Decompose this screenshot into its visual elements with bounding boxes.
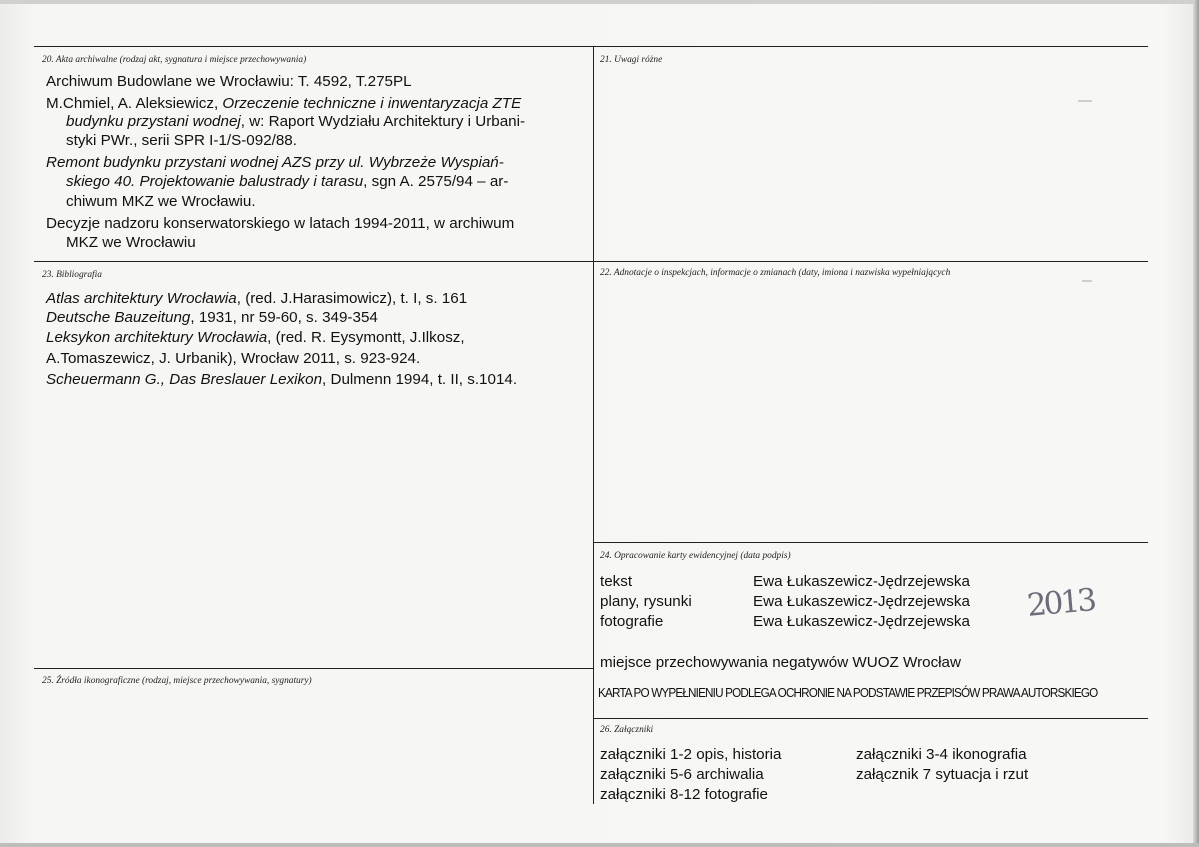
- attachment-item: załączniki 1-2 opis, historia: [600, 746, 782, 763]
- ref2-title-part2: skiego 40. Projektowanie balustrady i tarasu: [66, 173, 364, 190]
- archive-reference: Archiwum Budowlane we Wrocławiu: T. 4592, T.275PL: [46, 73, 412, 90]
- author-label-text: tekst: [600, 573, 633, 590]
- rule-top: [34, 46, 1148, 47]
- page-edge-bottom: [0, 843, 1199, 847]
- ref1-source: , w: Raport Wydziału Architektury i Urbani-: [240, 113, 526, 130]
- bibliography-entry: [46, 328, 465, 347]
- bibliography-title: Atlas architektury Wrocławia: [46, 290, 237, 307]
- bibliography-details: , (red. J.Harasimowicz), t. I, s. 161: [236, 290, 468, 307]
- scan-mark: [1082, 280, 1092, 282]
- bibliography-entry: [46, 308, 378, 327]
- bibliography-details: A.Tomaszewicz, J. Urbanik), Wrocław 2011, s. 923-924.: [46, 350, 421, 367]
- rule-20-23: [34, 261, 1148, 262]
- ref2-signature: , sgn A. 2575/94 – ar-: [363, 173, 509, 190]
- reference-3-line-1: Decyzje nadzoru konserwatorskiego w latach 1994-2011, w archiwum: [46, 215, 515, 232]
- author-label-plans: plany, rysunki: [600, 593, 692, 610]
- section-21-caption: 21. Uwagi różne: [600, 55, 663, 65]
- author-name-plans: Ewa Łukaszewicz-Jędrzejewska: [753, 593, 970, 610]
- ref1-title-part1: Orzeczenie techniczne i inwentaryzacja ZTE: [222, 95, 522, 112]
- reference-1-line-2: [66, 112, 525, 131]
- bibliography-title: Scheuermann G., Das Breslauer Lexikon: [46, 371, 323, 388]
- attachment-item: załączniki 5-6 archiwalia: [600, 766, 764, 783]
- ref1-title-part2: budynku przystani wodnej: [66, 113, 241, 130]
- reference-2-line-2: [66, 172, 508, 191]
- section-22-caption: 22. Adnotacje o inspekcjach, informacje o zmianach (daty, imiona i nazwiska wypełniających: [600, 268, 951, 278]
- author-label-photos: fotografie: [600, 613, 664, 630]
- ref1-authors: M.Chmiel, A. Aleksiewicz,: [46, 95, 223, 112]
- attachment-item: załącznik 7 sytuacja i rzut: [856, 766, 1029, 783]
- bibliography-entry: [46, 370, 517, 389]
- bibliography-entry: [46, 289, 467, 308]
- author-name-text: Ewa Łukaszewicz-Jędrzejewska: [753, 573, 970, 590]
- scan-mark: [1078, 100, 1092, 102]
- section-26-caption: 26. Załączniki: [600, 725, 654, 735]
- page-edge-right: [1193, 0, 1199, 847]
- section-24-caption: 24. Opracowanie karty ewidencyjnej (data podpis): [600, 551, 791, 561]
- rule-22-24: [594, 542, 1148, 543]
- section-23-caption: 23. Bibliografia: [42, 270, 102, 280]
- rule-24-26: [594, 718, 1148, 719]
- rule-23-25: [34, 668, 594, 669]
- negatives-location: miejsce przechowywania negatywów WUOZ Wrocław: [600, 654, 961, 671]
- handwritten-year: 2013: [1025, 582, 1096, 624]
- attachment-item: załączniki 8-12 fotografie: [600, 786, 768, 803]
- bibliography-details: , Dulmenn 1994, t. II, s.1014.: [322, 371, 518, 388]
- bibliography-title: Deutsche Bauzeitung: [46, 309, 191, 326]
- author-name-photos: Ewa Łukaszewicz-Jędrzejewska: [753, 613, 970, 630]
- bibliography-details: , (red. R. Eysymontt, J.Ilkosz,: [267, 329, 465, 346]
- bibliography-entry-continued: [46, 349, 420, 368]
- column-divider: [593, 46, 594, 804]
- section-20-caption: 20. Akta archiwalne (rodzaj akt, sygnatura i miejsce przechowywania): [42, 55, 307, 65]
- reference-3-line-2: MKZ we Wrocławiu: [66, 234, 196, 251]
- bibliography-details: , 1931, nr 59-60, s. 349-354: [190, 309, 378, 326]
- reference-2-line-1: Remont budynku przystani wodnej AZS przy ul. Wybrzeże Wyspiań-: [46, 154, 504, 171]
- section-25-caption: 25. Źródła ikonograficzne (rodzaj, miejsce przechowywania, sygnatury): [42, 676, 312, 686]
- page-edge-top: [0, 0, 1199, 4]
- reference-1-line-1: [46, 94, 521, 113]
- copyright-notice: KARTA PO WYPEŁNIENIU PODLEGA OCHRONIE NA PODSTAWIE PRZEPISÓW PRAWA AUTORSKIEGO: [598, 686, 1098, 700]
- bibliography-title: Leksykon architektury Wrocławia: [46, 329, 268, 346]
- reference-2-line-3: chiwum MKZ we Wrocławiu.: [66, 193, 256, 210]
- reference-1-line-3: styki PWr., serii SPR I-1/S-092/88.: [66, 132, 297, 149]
- attachment-item: załączniki 3-4 ikonografia: [856, 746, 1027, 763]
